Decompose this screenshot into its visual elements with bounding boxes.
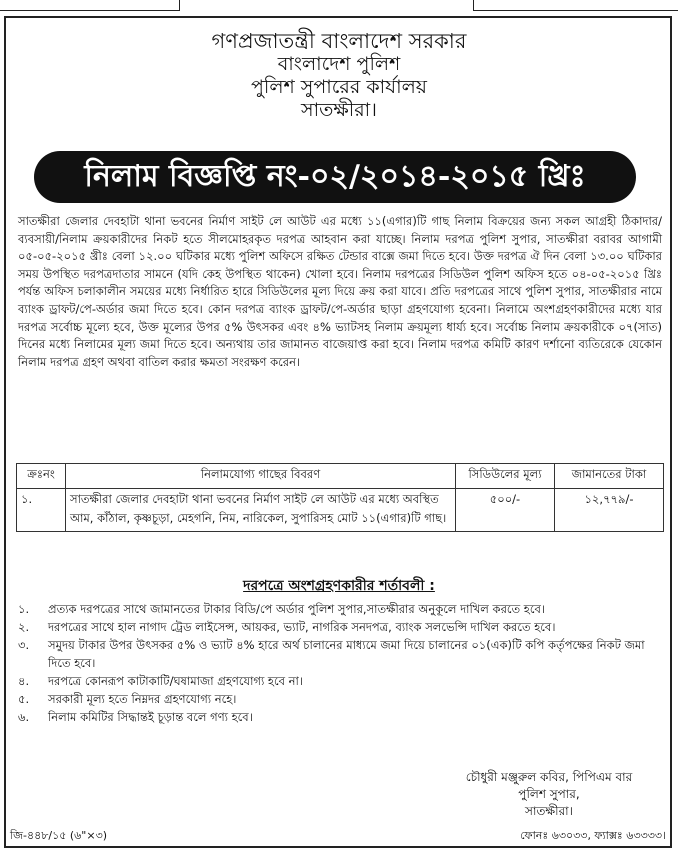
table-header-row — [17, 464, 664, 489]
signature-block — [434, 769, 664, 820]
top-strip-left — [0, 0, 180, 11]
signatory-name: চৌধুরী মঞ্জুরুল কবির, পিপিএম বার — [465, 770, 633, 784]
signatory-place: সাতক্ষীরা। — [525, 804, 573, 818]
condition-number: ৫. — [18, 692, 30, 706]
auction-notice-banner: নিলাম বিজ্ঞপ্তি নং-০২/২০১৪-২০১৫ খ্রিঃ — [34, 151, 636, 203]
table-row — [17, 489, 664, 532]
list-item — [18, 618, 662, 636]
condition-text: সরকারী মূল্য হতে নিম্নদর গ্রহণযোগ্য নহে। — [48, 692, 237, 706]
header-office: পুলিশ সুপারের কার্যালয় — [251, 76, 427, 98]
list-item — [18, 690, 662, 708]
top-strip-right — [473, 0, 678, 11]
list-item — [18, 672, 662, 690]
header-deposit: জামানতের টাকা — [555, 464, 664, 489]
condition-number: ১. — [18, 602, 30, 616]
signatory-title: পুলিশ সুপার, — [518, 787, 580, 801]
footer-contact: ফোনঃ ৬৩০৩৩, ফ্যাক্সঃ ৬৩৩৩৩। — [520, 829, 666, 842]
header-government: গণপ্রজাতন্ত্রী বাংলাদেশ সরকার — [211, 29, 467, 53]
cell-serial: ১. — [17, 489, 66, 532]
condition-number: ৩. — [18, 638, 30, 652]
list-item — [18, 600, 662, 618]
footer-code: জি-৪৪৮/১৫ (৬"×৩) — [10, 829, 108, 842]
list-item — [18, 708, 662, 726]
conditions-title: দরপত্রে অংশগ্রহণকারীর শর্তাবলী : — [243, 578, 435, 594]
header-district: সাতক্ষীরা। — [301, 99, 377, 121]
header-description: নিলামযোগ্য গাছের বিবরণ — [66, 464, 456, 489]
condition-text: নিলাম কমিটির সিদ্ধান্তই চূড়ান্ত বলে গণ্য হবে। — [48, 710, 253, 724]
cell-description: সাতক্ষীরা জেলার দেবহাটা থানা ভবনের নির্মাণ সাইট লে আউট এর মধ্যে অবস্থিত আম, কাঁঠাল, কৃষ্ণচূড়া, মেহগনি, নিম, নারিকেল, সুপারিসহ মোট ১১(এগার)টি গাছ। — [66, 489, 456, 532]
header-serial: ক্রঃনং — [17, 464, 66, 489]
notice-header — [0, 30, 678, 122]
cell-schedule-price: ৫০০/- — [456, 489, 555, 532]
top-strip — [0, 0, 678, 12]
condition-text: সমুদয় টাকার উপর উৎসকর ৫% ও ভ্যাট ৪% হারে অর্থ চালানের মাধ্যমে জমা দিয়ে চালানের ০১(এক)টি কপি কর্তৃপক্ষের নিকট জমা দিতে হবে। — [48, 638, 645, 670]
notice-body: সাতক্ষীরা জেলার দেবহাটা থানা ভবনের নির্মাণ সাইট লে আউট এর মধ্যে ১১(এগার)টি গাছ নিলাম বিক্রয়ের জন্য সকল আগ্রহী ঠিকাদার/ব্যবসায়ী/নিলাম ক্রয়কারীদের নিকট হতে সীলমোহরকৃত দরপত্র আহবান করা যাচ্ছে। নিলাম দরপত্র পুলিশ সুপার, সাতক্ষীরা বরাবর আগামী ০৫-০৫-২০১৫ খ্রীঃ বেলা ১২.০০ ঘটিকার মধ্যে পুলিশ অফিসে রক্ষিত টেন্ডার বাক্সে জমা দিতে হবে। উক্ত দরপত্র ঐ দিন বেলা ১৩.০০ ঘটিকার সময় উপস্থিত দরপত্রদাতার সামনে (যদি কেহ উপস্থিত থাকেন) খোলা হবে। নিলাম দরপত্রের সিডিউল পুলিশ অফিস হতে ০৪-০৫-২০১৫ খ্রিঃ পর্যন্ত অফিস চলাকালীন সময়ের মধ্যে নির্ধারিত হারে সিডিউলের মূল্য দিয়ে ক্রয় করা যাবে। প্রতি দরপত্রের সাথে পুলিশ সুপার, সাতক্ষীরার নামে ব্যাংক ড্রাফট/পে-অর্ডার জমা দিতে হবে। কোন দরপত্র ব্যাংক ড্রাফট/পে-অর্ডার ছাড়া গ্রহণযোগ্য হবেনা। নিলামে অংশগ্রহণকারীদের মধ্যে যার দরপত্র সর্বোচ্চ মূল্যে হবে, উক্ত মূল্যের উপর ৫% উৎসকর এবং ৪% ভ্যাটসহ নিলাম ক্রয়মূল্য ধার্য্য হবে। সর্বোচ্চ নিলাম ক্রয়কারীকে ০৭(সাত) দিনের মধ্যে নিলামের মূল্য জমা দিতে হবে। অন্যথায় তার জামানত বাজেয়াপ্ত করা হবে। নিলাম দরপত্র কমিটি কারণ দর্শানো ব্যতিরেকে যেকোন নিলাম দরপত্র গ্রহণ অথবা বাতিল করার ক্ষমতা সংরক্ষণ করেন। — [18, 214, 662, 369]
condition-number: ৬. — [18, 710, 30, 724]
list-item — [18, 636, 662, 672]
auction-items-table — [16, 463, 664, 532]
header-police: বাংলাদেশ পুলিশ — [277, 53, 401, 75]
header-schedule-price: সিডিউলের মূল্য — [456, 464, 555, 489]
cell-deposit: ১২,৭৭৯/- — [555, 489, 664, 532]
condition-text: দরপত্রে কোনরূপ কাটাকাটি/ঘষামাজা গ্রহণযোগ্য হবে না। — [48, 674, 303, 688]
condition-number: ৪. — [18, 674, 30, 688]
conditions-list — [18, 600, 662, 726]
condition-text: দরপত্রের সাথে হাল নাগাদ ট্রেড লাইসেন্স, আয়কর, ভ্যাট, নাগরিক সনদপত্র, ব্যাংক সলভেন্সি দাখিল করতে হবে। — [48, 620, 556, 634]
condition-text: প্রত্যক দরপত্রের সাথে জামানতের টাকার বিডি/পে অর্ডার পুলিশ সুপার,সাতক্ষীরার অনুকূলে দাখিল করতে হবে। — [48, 602, 545, 616]
condition-number: ২. — [18, 620, 30, 634]
